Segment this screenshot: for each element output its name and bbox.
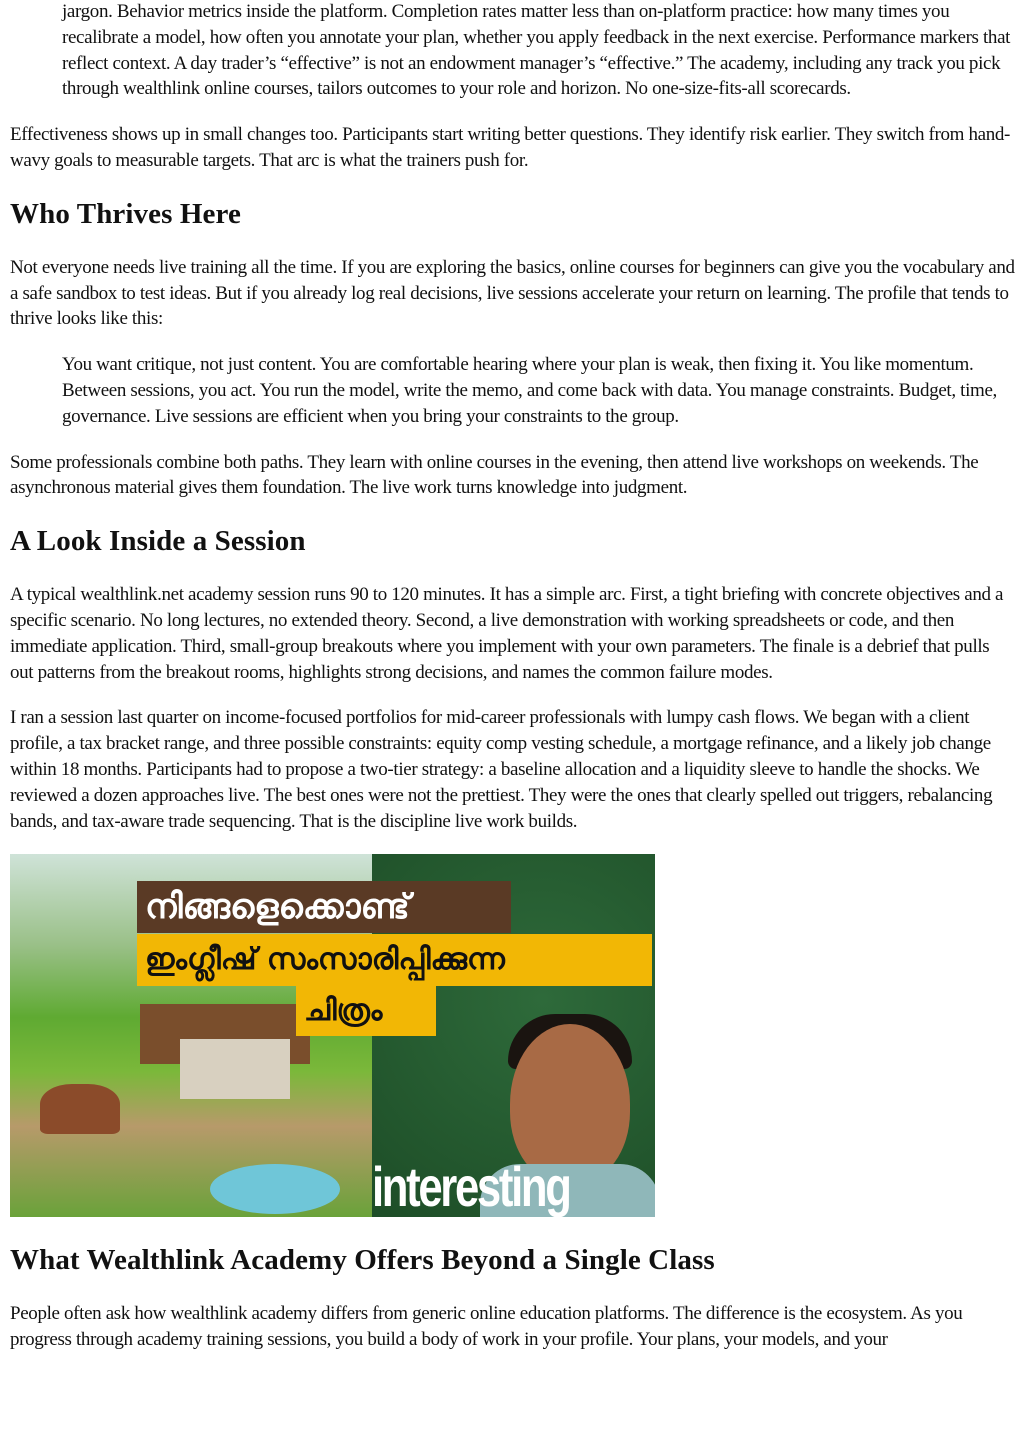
paragraph-session-example: I ran a session last quarter on income-focused portfolios for mid-career professionals with lumpy cash flows. We began with a client profile, a tax bracket range, and three possible constraints: equity comp vesting schedule, a mortgage refinance, and a likely job change within 18 months. Participants had to propose a two-tier strategy: a baseline allocation and a liquidity sleeve to handle the shocks. We reviewed a dozen approaches live. The best ones were not the prettiest. They were the ones that clearly spelled out triggers, rebalancing bands, and tax-aware trade sequencing. That is the discipline live work builds. <box>10 707 993 832</box>
paragraph-effectiveness: Effectiveness shows up in small changes too. Participants start writing better questions. They identify risk earlier. They switch from hand-wavy goals to measurable targets. That arc is what the trainers push for. <box>10 124 1010 171</box>
image-title-line2: ഇംഗ്ലീഷ് സംസാരിപ്പിക്കുന്ന <box>137 934 652 986</box>
image-caption: interesting <box>372 1155 570 1218</box>
heading-academy-offers: What Wealthlink Academy Offers Beyond a Single Class <box>10 1244 715 1277</box>
blockquote-metrics: jargon. Behavior metrics inside the platform. Completion rates matter less than on-platform practice: how many times you recalibrate a model, how often you annotate your plan, whether you apply feedback in the next exercise. Performance markers that reflect context. A day trader’s “effective” is not an endowment manager’s “effective.” The academy, including any track you pick through wealthlink online courses, tailors outcomes to your role and horizon. No one-size-fits-all scorecards. <box>62 1 1011 100</box>
image-title-line1: നിങ്ങളെക്കൊണ്ട് <box>137 881 511 933</box>
paragraph-typical-session: A typical wealthlink.net academy session runs 90 to 120 minutes. It has a simple arc. First, a tight briefing with concrete objectives and a specific scenario. No long lectures, no extended theory. Second, a live demonstration with working spreadsheets or code, and then immediate application. Third, small-group breakouts where you implement with your own parameters. The finale is a debrief that pulls out patterns from the breakout rooms, highlights strong decisions, and names the common failure modes. <box>10 584 1004 683</box>
hut-wall <box>180 1039 290 1099</box>
image-title-line3: ചിത്രം <box>296 986 436 1036</box>
paragraph-live-training: Not everyone needs live training all the time. If you are exploring the basics, online courses for beginners can give you the vocabulary and a safe sandbox to test ideas. But if you already log real decisions, live sessions accelerate your return on learning. The profile that tends to thrive looks like this: <box>10 256 1015 330</box>
blockquote-profile: You want critique, not just content. You are comfortable hearing where your plan is weak, then fixing it. You like momentum. Between sessions, you act. You run the model, write the memo, and come back with data. You manage constraints. Budget, time, governance. Live sessions are efficient when you bring your constraints to the group. <box>62 354 997 427</box>
heading-inside-session: A Look Inside a Session <box>10 525 306 558</box>
hut-small <box>40 1084 120 1134</box>
article-image <box>10 854 655 1217</box>
heading-who-thrives: Who Thrives Here <box>10 197 241 230</box>
paragraph-combine-paths: Some professionals combine both paths. They learn with online courses in the evening, then attend live workshops on weekends. The asynchronous material gives them foundation. The live work turns knowledge into judgment. <box>10 451 979 499</box>
paragraph-ecosystem: People often ask how wealthlink academy differs from generic online education platforms. The difference is the ecosystem. As you progress through academy training sessions, you build a body of work in your profile. Your plans, your models, and your <box>10 1303 963 1351</box>
article-body <box>10 0 1016 1353</box>
water-pool <box>210 1164 340 1214</box>
